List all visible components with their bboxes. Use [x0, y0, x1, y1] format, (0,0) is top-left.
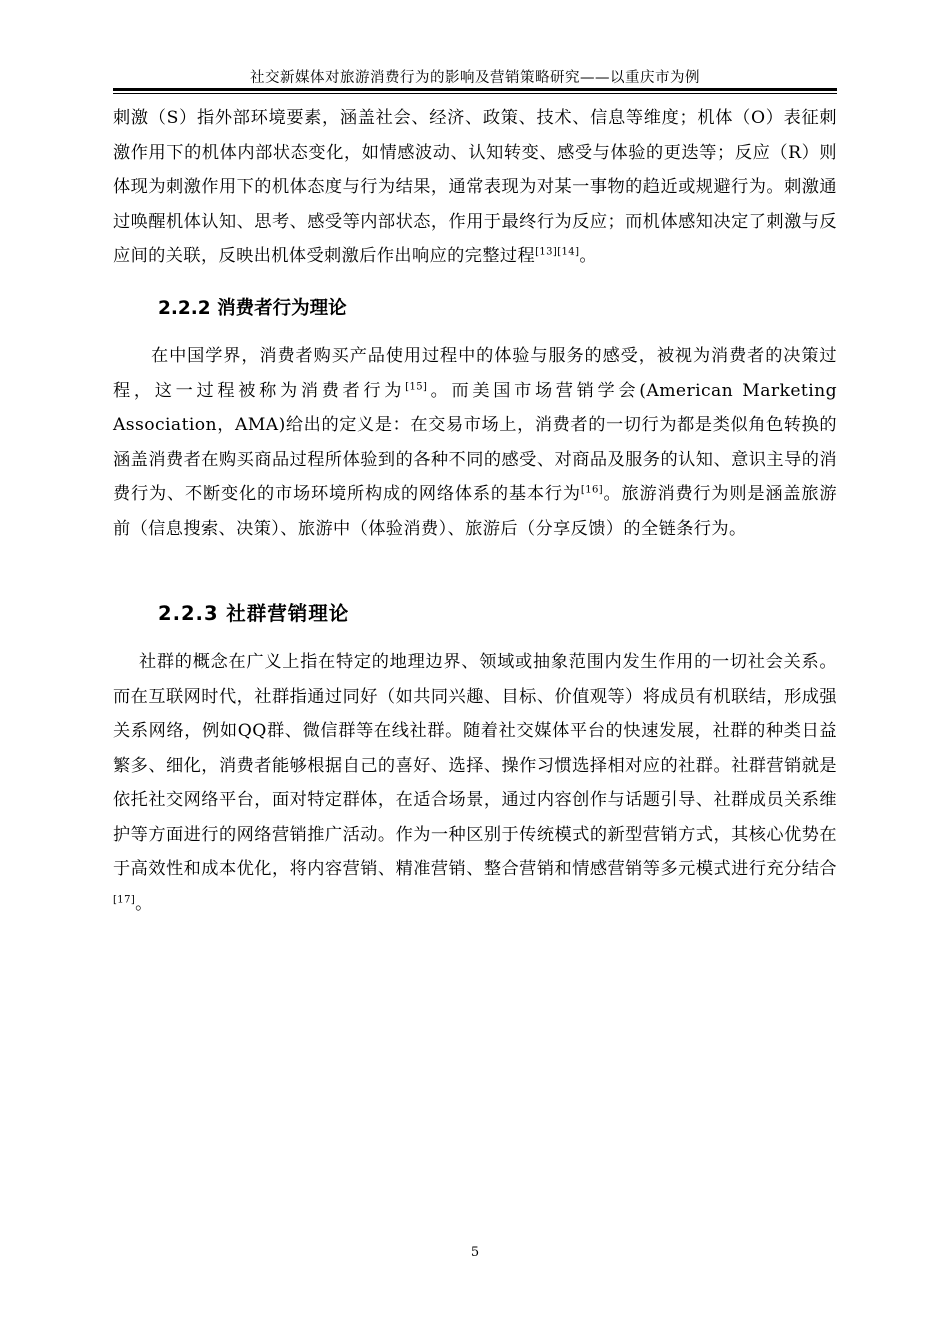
citation: [16] [580, 484, 604, 496]
paragraph-text: 社群的概念在广义上指在特定的地理边界、领域或抽象范围内发生作用的一切社会关系。而在互联网时代，社群指通过同好（如共同兴趣、目标、价值观等）将成员有机联结，形成强关系网络，例如QQ群、微信群等在线社群。随着社交媒体平台的快速发展，社群的种类日益繁多、细化，消费者能够根据自己的喜好、选择、操作习惯选择相对应的社群。社群营销就是依托社交网络平台，面对特定群体，在适合场景，通过内容创作与话题引导、社群成员关系维护等方面进行的网络营销推广活动。作为一种区别于传统模式的新型营销方式，其核心优势在于高效性和成本优化，将内容营销、精准营销、整合营销和情感营销等多元模式进行充分结合 [113, 652, 837, 879]
paragraph-consumer-behavior [113, 339, 837, 546]
paragraph-text: 。而美国市场营销学会(American Marketing Association，AMA)给出的定义是：在交易市场上，消费者的一切行为都是类似角色转换的涵盖消费者在购买商品过程所体验到的各种不同的感受、对商品及服务的认知、意识主导的消费行为、不断变化的市场环境所构成的网络体系的基本行为 [113, 380, 837, 504]
section-heading-2-2-2: 2.2.2 消费者行为理论 [158, 298, 347, 319]
citation: [17] [113, 893, 136, 905]
section-heading-2-2-3: 2.2.3 社群营销理论 [158, 602, 350, 625]
paragraph-text: 在中国学界，消费者购买产品使用过程中的体验与服务的感受，被视为消费者的决策过程，这一过程被称为消费者行为 [113, 346, 837, 401]
header-rule-thin [113, 93, 837, 94]
citation: [15] [405, 380, 428, 392]
paragraph-sor-definition [113, 101, 837, 274]
citation: [13][14] [535, 246, 580, 258]
paragraph-text: 刺激（S）指外部环境要素，涵盖社会、经济、政策、技术、信息等维度；机体（O）表征刺激作用下的机体内部状态变化，如情感波动、认知转变、感受与体验的更迭等；反应（R）则体现为刺激作用下的机体态度与行为结果，通常表现为对某一事物的趋近或规避行为。刺激通过唤醒机体认知、思考、感受等内部状态，作用于最终行为反应；而机体感知决定了刺激与反应间的关联，反映出机体受刺激后作出响应的完整过程 [113, 108, 837, 266]
header-rule-thick [113, 88, 837, 91]
page-number: 5 [470, 1245, 480, 1260]
running-header: 社交新媒体对旅游消费行为的影响及营销策略研究——以重庆市为例 [250, 70, 700, 86]
paragraph-tail: 。 [135, 893, 153, 914]
paragraph-tail: 。 [579, 246, 597, 266]
paragraph-community-marketing [113, 645, 837, 921]
paragraph-text: 。旅游消费行为则是涵盖旅游前（信息搜索、决策）、旅游中（体验消费）、旅游后（分享反馈）的全链条行为。 [113, 484, 837, 539]
